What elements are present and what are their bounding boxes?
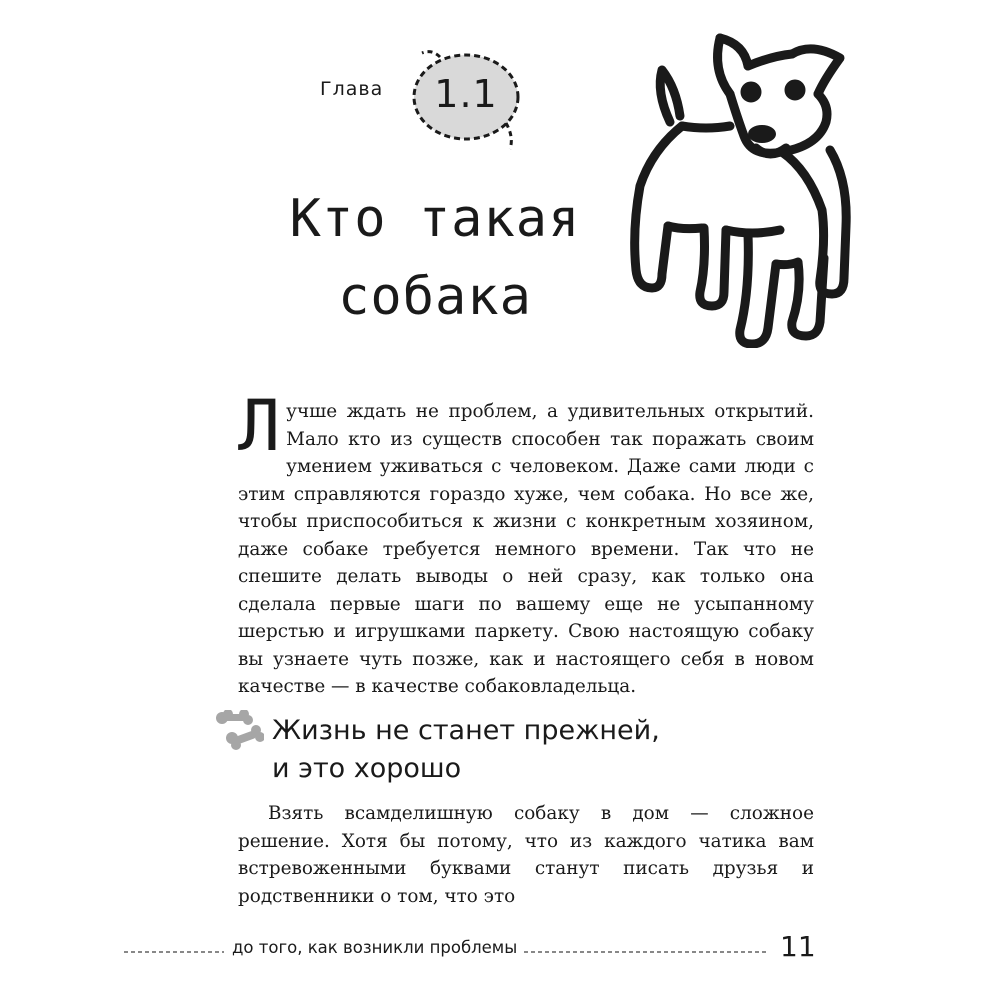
running-title: до того, как возникли проблемы: [232, 938, 518, 957]
section-paragraph: Взять всамделишную собаку в дом — сложное решение. Хотя бы потому, что из каждого чатика вам встревоженными буквами станут писать друзья и родственники о том, что это: [238, 803, 814, 907]
section-heading-line-2: и это хорошо: [272, 753, 462, 784]
section-heading-line-1: Жизнь не станет прежней,: [272, 715, 660, 746]
intro-text: учше ждать не проблем, а удивительных открытий. Мало кто из существ способен так поражать своим умением уживаться с человеком. Даже сами люди с этим справляются гораздо хуже, чем собака. Но все же, чтобы приспособиться к жизни с конкретным хозяином, даже собаке требуется немного времени. Так что не спешите делать выводы о ней сразу, как только она сделала первые шаги по вашему еще не усыпанному шерстью и игрушками паркету. Свою настоящую собаку вы узнаете чуть позже, как и настоящего себя в новом качестве — в качестве собаковладельца.: [238, 401, 814, 697]
intro-paragraph: [238, 385, 814, 701]
footer-dotted-line-left: [124, 950, 224, 954]
chapter-label: Глава: [320, 78, 384, 100]
bone-icon: [214, 710, 264, 750]
drop-cap: Л: [238, 385, 281, 467]
footer-dotted-line-right: [524, 950, 768, 954]
dog-illustration-icon: [612, 30, 874, 348]
chapter-title-line-2: собака: [338, 267, 532, 327]
section-heading: [272, 712, 792, 788]
page-number: 11: [780, 930, 816, 963]
chapter-title: [240, 180, 630, 336]
chapter-title-line-1: Кто такая: [289, 189, 581, 249]
chapter-number: 1.1: [434, 72, 498, 116]
